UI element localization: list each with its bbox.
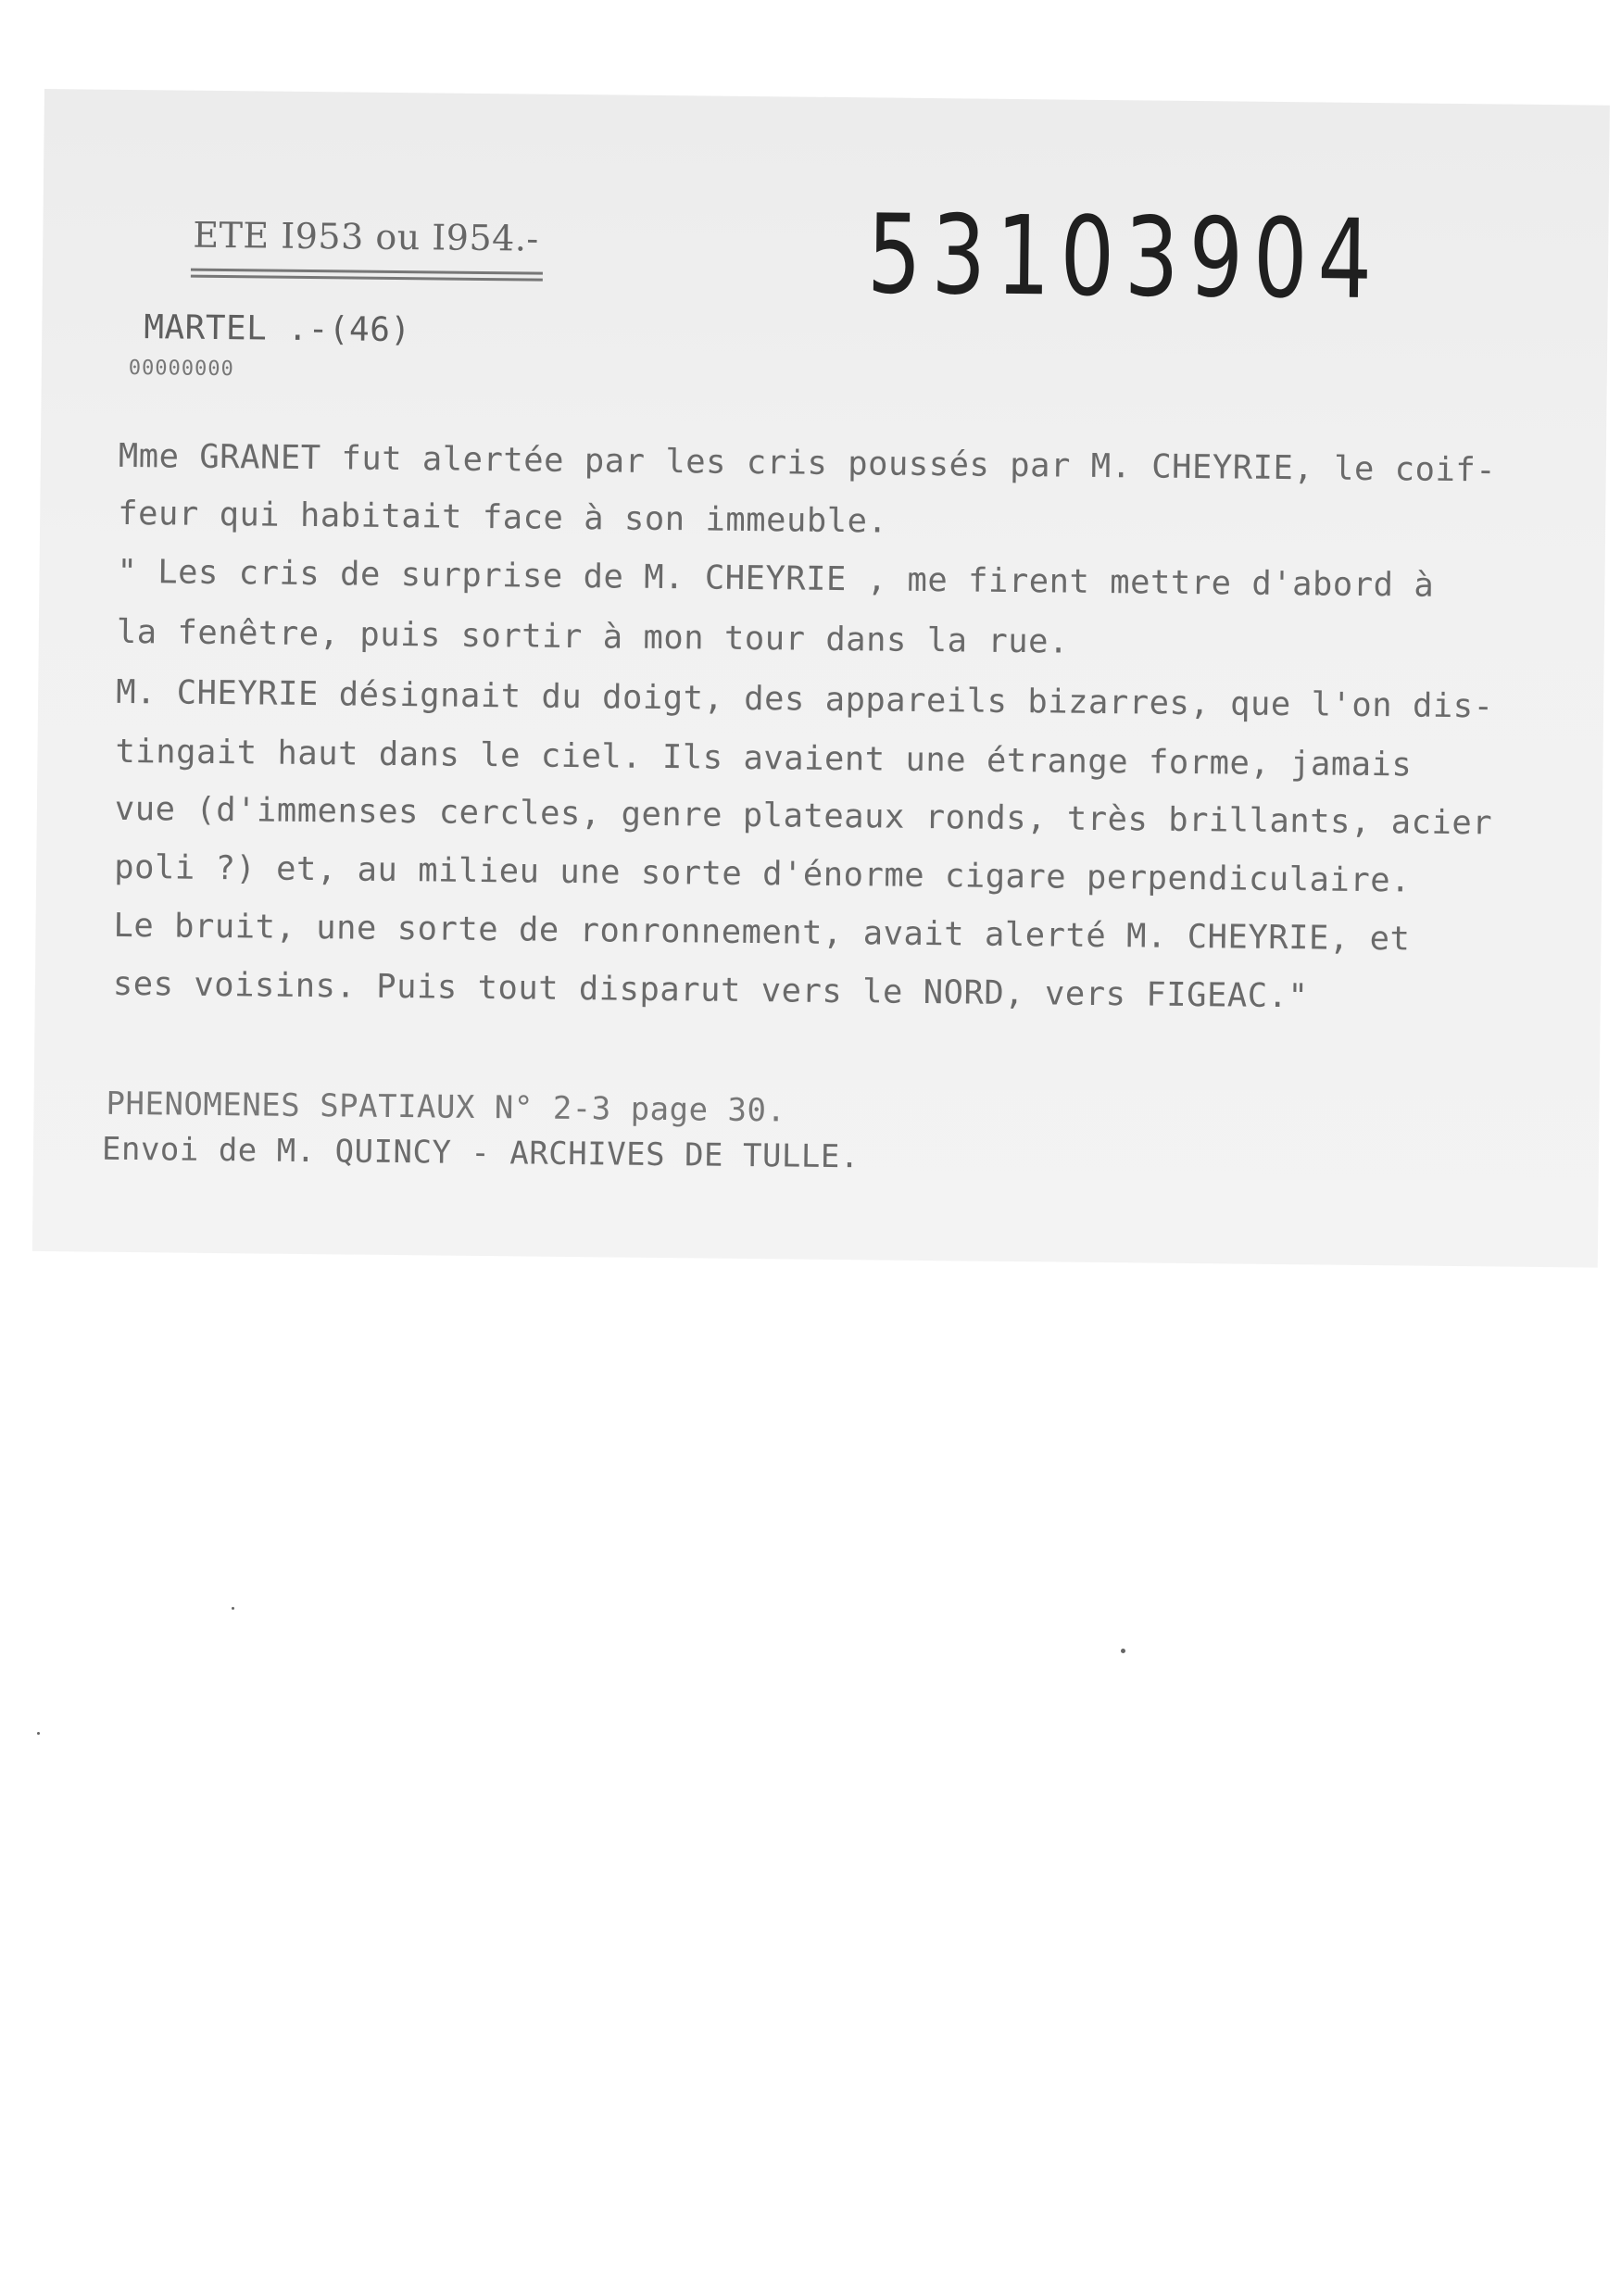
body-line: Mme GRANET fut alertée par les cris poussés par M. CHEYRIE, le coif- xyxy=(118,436,1497,490)
case-number: 53103904 xyxy=(866,190,1383,324)
body-line: tingait haut dans le ciel. Ils avaient une étrange forme, jamais xyxy=(115,732,1413,784)
body-line: poli ?) et, au milieu une sorte d'énorme cigare perpendiculaire. xyxy=(113,847,1412,900)
body-line: feur qui habitait face à son immeuble. xyxy=(117,494,888,541)
location-underline-marker: 00000000 xyxy=(128,356,234,382)
scan-speck xyxy=(37,1732,40,1735)
body-line: la fenêtre, puis sortir à mon tour dans la rue. xyxy=(116,612,1070,661)
source-sender: Envoi de M. QUINCY - ARCHIVES DE TULLE. xyxy=(101,1130,861,1176)
body-line: M. CHEYRIE désignait du doigt, des appareils bizarres, que l'on dis- xyxy=(115,672,1494,726)
body-line: vue (d'immenses cercles, genre plateaux ronds, très brillants, acier xyxy=(114,789,1493,843)
body-line: ses voisins. Puis tout disparut vers le NORD, vers FIGEAC." xyxy=(112,964,1309,1016)
location-heading: MARTEL .-(46) xyxy=(144,308,411,350)
date-underline xyxy=(191,269,543,282)
body-line: " Les cris de surprise de M. CHEYRIE , me firent mettre d'abord à xyxy=(117,552,1435,605)
archive-card xyxy=(32,89,1610,1268)
report-date: ETE I953 ou I954.- xyxy=(193,214,539,259)
scan-speck xyxy=(1121,1649,1125,1653)
body-line: Le bruit, une sorte de ronronnement, avait alerté M. CHEYRIE, et xyxy=(113,906,1411,959)
scan-speck xyxy=(232,1607,234,1610)
source-reference: PHENOMENES SPATIAUX N° 2-3 page 30. xyxy=(106,1085,786,1130)
